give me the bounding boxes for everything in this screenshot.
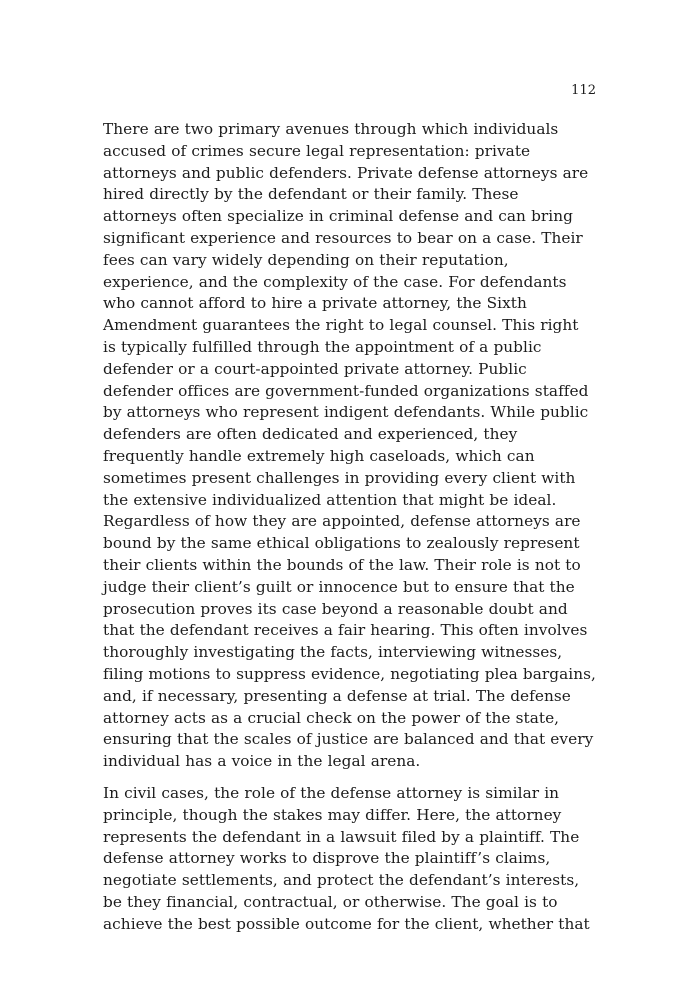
paragraph-civil-cases: In civil cases, the role of the defense attorney is similar in principle, though the stakes may differ. Here, the attorney represents the defendant in a lawsuit filed by a plaintiff. The defense attorney works to disprove the plaintiff’s claims, negotiate settlements, and protect the defendant’s interests, be they financial, contractual, or otherwise. The goal is to achieve the best possible outcome for the client, whether that <box>103 783 590 933</box>
paragraph-legal-representation: There are two primary avenues through which individuals accused of crimes secure legal representation: private attorneys and public defenders. Private defense attorneys are hired directly by the defendant or their family. These attorneys often specialize in criminal defense and can bring significant experience and resources to bear on a case. Their fees can vary widely depending on their reputation, experience, and the complexity of the case. For defendants who cannot afford to hire a private attorney, the Sixth Amendment guarantees the right to legal counsel. This right is typically fulfilled through the appointment of a public defender or a court-appointed private attorney. Public defender offices are government-funded organizations staffed by attorneys who represent indigent defendants. While public defenders are often dedicated and experienced, they frequently handle extremely high caseloads, which can sometimes present challenges in providing every client with the extensive individualized attention that might be ideal. Regardless of how they are appointed, defense attorneys are bound by the same ethical obligations to zealously represent their clients within the bounds of the law. Their role is not to judge their client’s guilt or innocence but to ensure that the prosecution proves its case beyond a reasonable doubt and that the defendant receives a fair hearing. This often involves thoroughly investigating the facts, interviewing witnesses, filing motions to suppress evidence, negotiating plea bargains, and, if necessary, presenting a defense at trial. The defense attorney acts as a crucial check on the power of the state, ensuring that the scales of justice are balanced and that every individual has a voice in the legal arena. <box>103 120 596 771</box>
page-number: 112 <box>571 83 596 98</box>
page-body <box>103 119 596 935</box>
